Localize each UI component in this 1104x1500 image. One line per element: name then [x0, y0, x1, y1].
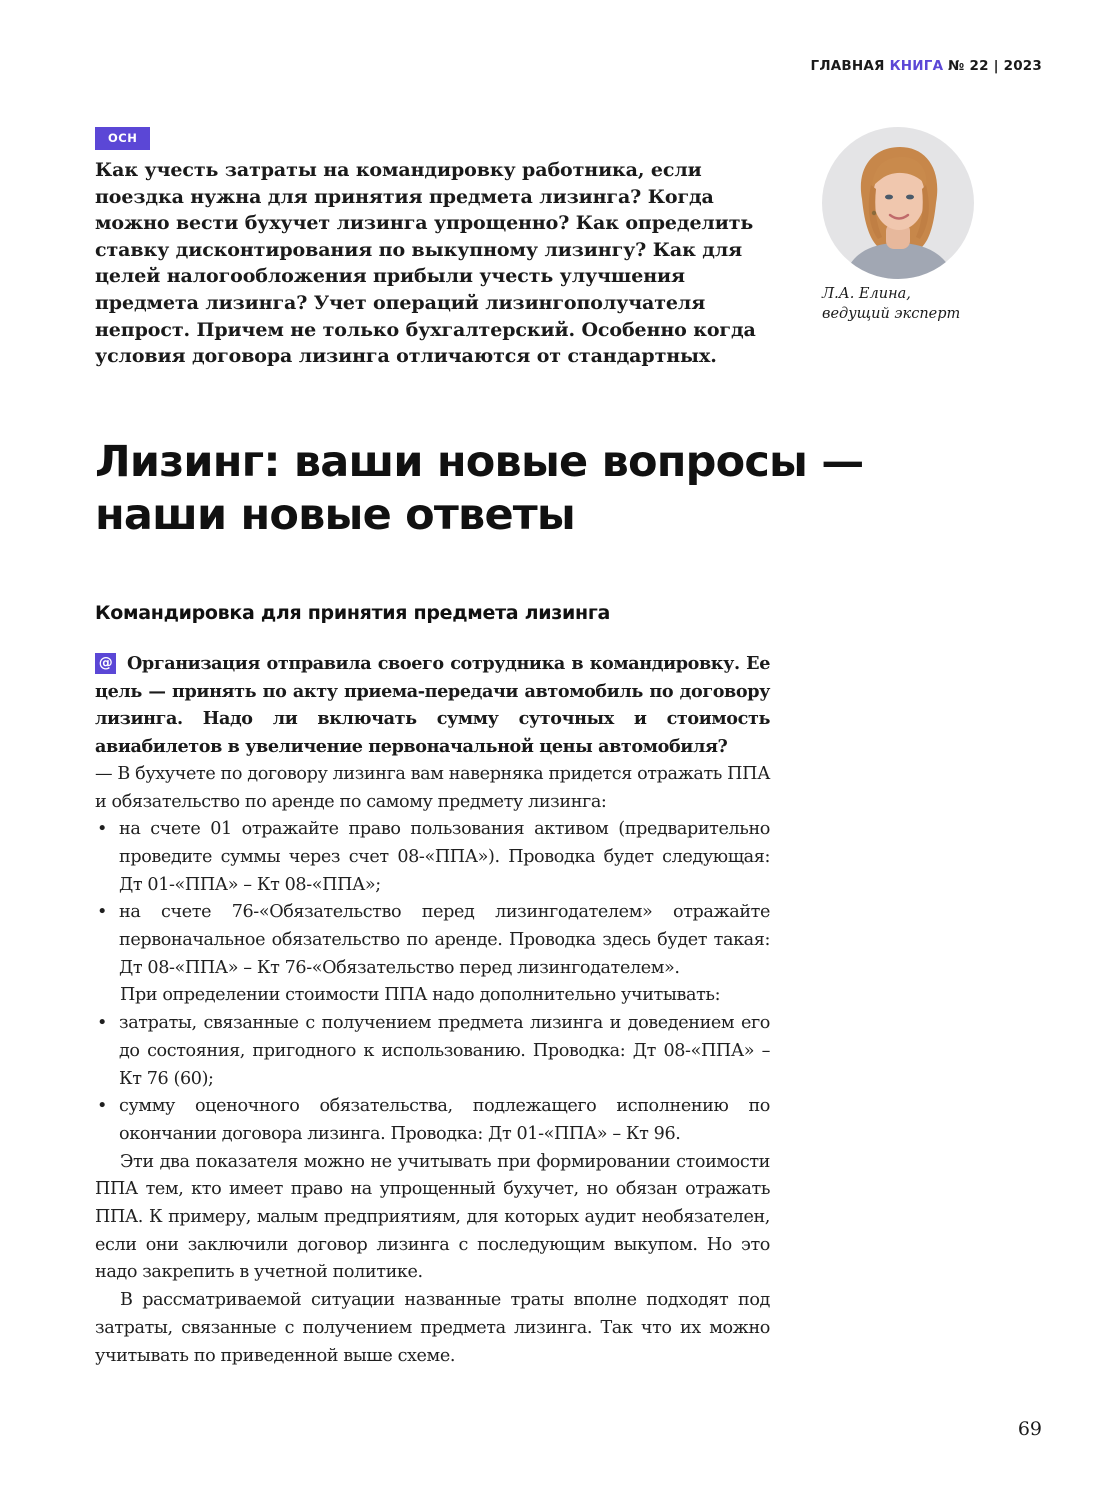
paragraph-simplified: Эти два показателя можно не учитывать при формировании стоимости ППА тем, кто имеет право на упрощенный бухучет, но обязан отражать ППА. К примеру, малым предприятиям, для которых аудит необязателен, если они заключили договор лизинга с последующим выкупом. Но это надо закрепить в учетной политике.: [95, 1151, 770, 1283]
section-title: Командировка для принятия предмета лизинга: [95, 602, 610, 624]
list-item: • на счете 76-«Обязательство перед лизингодателем» отражайте первоначальное обязательство по аренде. Проводка здесь будет такая: Дт 08-«ППА» – Кт 76-«Обязательство перед лизингодателем».: [95, 899, 770, 982]
reader-question: [95, 650, 770, 761]
paragraph-conclusion: В рассматриваемой ситуации названные траты вполне подходят под затраты, связанные с получением предмета лизинга. Так что их можно учитывать по приведенной выше схеме.: [95, 1290, 770, 1366]
answer-intro: — В бухучете по договору лизинга вам наверняка придется отражать ППА и обязательство по аренде по самому предмету лизинга:: [95, 763, 770, 812]
headline-line-2: наши новые ответы: [95, 490, 576, 540]
page-number: 69: [1017, 1418, 1042, 1440]
tax-regime-tag: ОСН: [95, 127, 150, 150]
list-item: • затраты, связанные с получением предмета лизинга и доведением его до состояния, пригодного к использованию. Проводка: Дт 08-«ППА» – Кт 76 (60);: [95, 1010, 770, 1093]
lead-paragraph: Как учесть затраты на командировку работника, если поездка нужна для принятия предмета лизинга? Когда можно вести бухучет лизинга упрощенно? Как определить ставку дисконтирования по выкупному лизингу? Как для целей налогообложения прибыли учесть улучшения предмета лизинга? Учет операций лизингополучателя непрост. Причем не только бухгалтерский. Особенно когда условия договора лизинга отличаются от стандартных.: [95, 159, 756, 368]
article-headline: [95, 436, 995, 542]
headline-line-1: Лизинг: ваши новые вопросы —: [95, 437, 864, 487]
masthead-title-accent: КНИГА: [889, 58, 944, 74]
masthead: [811, 58, 1042, 74]
author-caption: [822, 285, 960, 324]
list-item: • сумму оценочного обязательства, подлежащего исполнению по окончании договора лизинга. Проводка: Дт 01-«ППА» – Кт 96.: [95, 1093, 770, 1148]
masthead-title: ГЛАВНАЯ: [810, 58, 885, 74]
masthead-issue: № 22 | 2023: [948, 58, 1042, 74]
bullet-list-accounts: [95, 816, 770, 982]
article-body: [95, 650, 770, 1370]
author-role: ведущий эксперт: [822, 305, 961, 322]
paragraph-cost: При определении стоимости ППА надо дополнительно учитывать:: [120, 985, 721, 1006]
question-text: Организация отправила своего сотрудника в командировку. Ее цель — принять по акту приема-передачи автомобиль по договору лизинга. Надо ли включать сумму суточных и стоимость авиабилетов в увеличение первоначальной цены автомобиля?: [95, 653, 770, 758]
author-name: Л.А. Елина,: [822, 286, 911, 302]
list-item: • на счете 01 отражайте право пользования активом (предварительно проведите суммы через счет 08-«ППА»). Проводка будет следующая: Дт 01-«ППА» – Кт 08-«ППА»;: [95, 816, 770, 899]
author-photo: [822, 127, 974, 279]
bullet-list-cost: [95, 1010, 770, 1149]
email-question-icon: @: [95, 653, 116, 674]
